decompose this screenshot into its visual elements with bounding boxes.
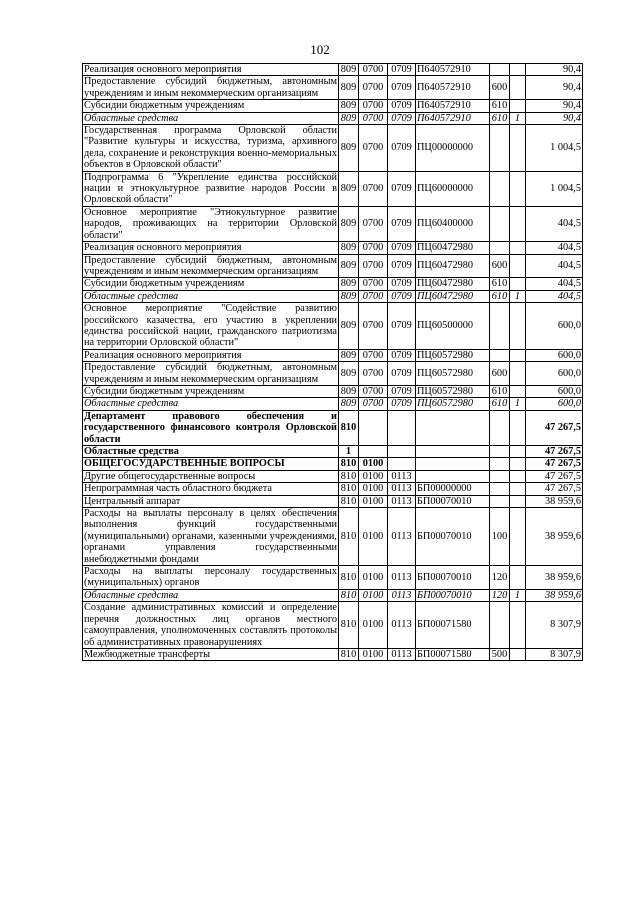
- target-article-cell: П640572910: [416, 76, 490, 100]
- funding-source-cell: [510, 64, 526, 76]
- subsection-code-cell: 0113: [388, 470, 416, 482]
- table-row: [83, 303, 583, 350]
- expense-type-cell: [490, 64, 510, 76]
- table-row: [83, 206, 583, 241]
- target-article-cell: ПЦ60472980: [416, 254, 490, 278]
- expense-name-cell: Субсидии бюджетным учреждениям: [83, 385, 339, 397]
- table-row: [83, 125, 583, 172]
- amount-cell: 1 004,5: [526, 171, 583, 206]
- ministry-code-cell: 810: [339, 566, 359, 590]
- table-row: [83, 349, 583, 361]
- funding-source-cell: [510, 100, 526, 112]
- section-code-cell: 0700: [359, 362, 388, 386]
- expense-type-cell: 120: [490, 566, 510, 590]
- expense-name-cell: Реализация основного мероприятия: [83, 242, 339, 254]
- target-article-cell: БП00071580: [416, 602, 490, 649]
- funding-source-cell: [510, 508, 526, 566]
- funding-source-cell: [510, 602, 526, 649]
- table-row: [83, 446, 583, 458]
- table-row: [83, 254, 583, 278]
- subsection-code-cell: 0709: [388, 254, 416, 278]
- page-number: 102: [310, 42, 330, 57]
- amount-cell: 47 267,5: [526, 446, 583, 458]
- table-row: [83, 566, 583, 590]
- funding-source-cell: [510, 303, 526, 350]
- subsection-code-cell: [388, 458, 416, 470]
- subsection-code-cell: 0113: [388, 508, 416, 566]
- ministry-code-cell: 809: [339, 278, 359, 290]
- subsection-code-cell: [388, 410, 416, 445]
- amount-cell: 600,0: [526, 362, 583, 386]
- amount-cell: 47 267,5: [526, 410, 583, 445]
- expense-name-cell: Областные средства: [83, 589, 339, 601]
- section-code-cell: 0100: [359, 589, 388, 601]
- funding-source-cell: 1: [510, 290, 526, 302]
- table-row: [83, 171, 583, 206]
- subsection-code-cell: 0709: [388, 385, 416, 397]
- ministry-code-cell: 809: [339, 171, 359, 206]
- funding-source-cell: [510, 385, 526, 397]
- amount-cell: 38 959,6: [526, 589, 583, 601]
- amount-cell: 404,5: [526, 290, 583, 302]
- target-article-cell: [416, 410, 490, 445]
- expense-name-cell: Областные средства: [83, 446, 339, 458]
- funding-source-cell: [510, 446, 526, 458]
- expense-type-cell: 610: [490, 100, 510, 112]
- target-article-cell: ПЦ60572980: [416, 398, 490, 410]
- subsection-code-cell: 0709: [388, 242, 416, 254]
- target-article-cell: ПЦ60572980: [416, 385, 490, 397]
- ministry-code-cell: 810: [339, 648, 359, 660]
- amount-cell: 90,4: [526, 76, 583, 100]
- expense-type-cell: 610: [490, 112, 510, 124]
- section-code-cell: 0700: [359, 349, 388, 361]
- subsection-code-cell: 0709: [388, 171, 416, 206]
- table-row: [83, 495, 583, 507]
- expense-type-cell: 500: [490, 648, 510, 660]
- target-article-cell: БП00070010: [416, 589, 490, 601]
- amount-cell: 47 267,5: [526, 470, 583, 482]
- target-article-cell: [416, 458, 490, 470]
- target-article-cell: ПЦ60572980: [416, 362, 490, 386]
- target-article-cell: П640572910: [416, 100, 490, 112]
- section-code-cell: 0700: [359, 290, 388, 302]
- ministry-code-cell: 1: [339, 446, 359, 458]
- target-article-cell: ПЦ60000000: [416, 171, 490, 206]
- target-article-cell: БП00000000: [416, 483, 490, 495]
- subsection-code-cell: 0709: [388, 349, 416, 361]
- expense-type-cell: [490, 349, 510, 361]
- target-article-cell: ПЦ60400000: [416, 206, 490, 241]
- amount-cell: 8 307,9: [526, 648, 583, 660]
- ministry-code-cell: 810: [339, 602, 359, 649]
- expense-name-cell: Субсидии бюджетным учреждениям: [83, 278, 339, 290]
- subsection-code-cell: [388, 446, 416, 458]
- expense-type-cell: 600: [490, 76, 510, 100]
- section-code-cell: [359, 446, 388, 458]
- section-code-cell: 0700: [359, 125, 388, 172]
- subsection-code-cell: 0113: [388, 589, 416, 601]
- funding-source-cell: [510, 362, 526, 386]
- expense-name-cell: Подпрограмма 6 "Укрепление единства российской нации и этнокультурное развитие народов России в Орловской области": [84, 171, 337, 206]
- ministry-code-cell: 809: [339, 385, 359, 397]
- amount-cell: 404,5: [526, 278, 583, 290]
- ministry-code-cell: 809: [339, 362, 359, 386]
- section-code-cell: 0100: [359, 508, 388, 566]
- subsection-code-cell: 0709: [388, 290, 416, 302]
- subsection-code-cell: 0709: [388, 125, 416, 172]
- table-row: [83, 385, 583, 397]
- expense-name-cell: Областные средства: [83, 290, 339, 302]
- subsection-code-cell: 0113: [388, 483, 416, 495]
- expense-type-cell: 600: [490, 362, 510, 386]
- amount-cell: 600,0: [526, 349, 583, 361]
- expense-type-cell: [490, 602, 510, 649]
- table-row: [83, 458, 583, 470]
- expense-name-cell: Предоставление субсидий бюджетным, автономным учреждениям и иным некоммерческим организациям: [84, 254, 337, 277]
- amount-cell: 47 267,5: [526, 458, 583, 470]
- expense-name-cell: Межбюджетные трансферты: [83, 648, 339, 660]
- section-code-cell: 0700: [359, 64, 388, 76]
- table-row: [83, 508, 583, 566]
- expense-name-cell: Реализация основного мероприятия: [83, 349, 339, 361]
- amount-cell: 404,5: [526, 206, 583, 241]
- target-article-cell: ПЦ00000000: [416, 125, 490, 172]
- target-article-cell: [416, 470, 490, 482]
- amount-cell: 600,0: [526, 303, 583, 350]
- amount-cell: 90,4: [526, 64, 583, 76]
- section-code-cell: 0700: [359, 278, 388, 290]
- expense-type-cell: [490, 410, 510, 445]
- amount-cell: 38 959,6: [526, 495, 583, 507]
- section-code-cell: 0700: [359, 100, 388, 112]
- funding-source-cell: 1: [510, 112, 526, 124]
- table-row: [83, 64, 583, 76]
- section-code-cell: 0700: [359, 303, 388, 350]
- budget-table-body: [83, 64, 583, 661]
- amount-cell: 38 959,6: [526, 508, 583, 566]
- expense-name-cell: Другие общегосударственные вопросы: [83, 470, 339, 482]
- ministry-code-cell: 809: [339, 398, 359, 410]
- table-row: [83, 278, 583, 290]
- ministry-code-cell: 809: [339, 242, 359, 254]
- target-article-cell: ПЦ60472980: [416, 290, 490, 302]
- subsection-code-cell: 0113: [388, 566, 416, 590]
- subsection-code-cell: 0709: [388, 398, 416, 410]
- target-article-cell: [416, 446, 490, 458]
- amount-cell: 38 959,6: [526, 566, 583, 590]
- ministry-code-cell: 809: [339, 254, 359, 278]
- amount-cell: 1 004,5: [526, 125, 583, 172]
- funding-source-cell: [510, 349, 526, 361]
- amount-cell: 8 307,9: [526, 602, 583, 649]
- ministry-code-cell: 810: [339, 589, 359, 601]
- table-row: [83, 100, 583, 112]
- section-code-cell: 0100: [359, 470, 388, 482]
- ministry-code-cell: 809: [339, 76, 359, 100]
- section-code-cell: 0700: [359, 385, 388, 397]
- section-code-cell: 0100: [359, 566, 388, 590]
- expense-name-cell: Основное мероприятие "Этнокультурное развитие народов, проживающих на территории Орловской области": [84, 206, 337, 241]
- expense-type-cell: 610: [490, 385, 510, 397]
- amount-cell: 90,4: [526, 112, 583, 124]
- expense-type-cell: 610: [490, 398, 510, 410]
- expense-name-cell: Создание административных комиссий и определение перечня должностных лиц органов местного самоуправления, уполномоченных составлять протоколы об административных правонарушениях: [84, 602, 337, 648]
- expense-name-cell: Непрограммная часть областного бюджета: [83, 483, 339, 495]
- ministry-code-cell: 809: [339, 290, 359, 302]
- table-row: [83, 112, 583, 124]
- funding-source-cell: [510, 495, 526, 507]
- subsection-code-cell: 0709: [388, 362, 416, 386]
- section-code-cell: 0100: [359, 602, 388, 649]
- expense-type-cell: [490, 495, 510, 507]
- target-article-cell: ПЦ60572980: [416, 349, 490, 361]
- funding-source-cell: [510, 278, 526, 290]
- target-article-cell: ПЦ60472980: [416, 242, 490, 254]
- expense-name-cell: Субсидии бюджетным учреждениям: [83, 100, 339, 112]
- ministry-code-cell: 809: [339, 112, 359, 124]
- expense-type-cell: [490, 458, 510, 470]
- section-code-cell: 0700: [359, 76, 388, 100]
- subsection-code-cell: 0113: [388, 495, 416, 507]
- subsection-code-cell: 0709: [388, 278, 416, 290]
- target-article-cell: ПЦ60500000: [416, 303, 490, 350]
- expense-type-cell: 100: [490, 508, 510, 566]
- table-row: [83, 398, 583, 410]
- expense-type-cell: 610: [490, 278, 510, 290]
- ministry-code-cell: 810: [339, 470, 359, 482]
- expense-name-cell: Основное мероприятие "Содействие развитию российского казачества, его участию в укреплении единства российской нации, гражданского патриотизма на территории Орловской области": [84, 303, 337, 349]
- target-article-cell: П640572910: [416, 64, 490, 76]
- target-article-cell: БП00070010: [416, 495, 490, 507]
- funding-source-cell: [510, 125, 526, 172]
- amount-cell: 47 267,5: [526, 483, 583, 495]
- amount-cell: 404,5: [526, 254, 583, 278]
- section-code-cell: 0700: [359, 206, 388, 241]
- table-row: [83, 290, 583, 302]
- amount-cell: 600,0: [526, 385, 583, 397]
- ministry-code-cell: 810: [339, 483, 359, 495]
- amount-cell: 404,5: [526, 242, 583, 254]
- expense-type-cell: [490, 125, 510, 172]
- expense-type-cell: [490, 206, 510, 241]
- funding-source-cell: [510, 242, 526, 254]
- ministry-code-cell: 809: [339, 206, 359, 241]
- table-row: [83, 242, 583, 254]
- funding-source-cell: [510, 171, 526, 206]
- expense-name-cell: Предоставление субсидий бюджетным, автономным учреждениям и иным некоммерческим организациям: [84, 76, 337, 99]
- subsection-code-cell: 0709: [388, 64, 416, 76]
- ministry-code-cell: 810: [339, 508, 359, 566]
- expense-name-cell: Расходы на выплаты персоналу государственных (муниципальных) органов: [84, 566, 337, 589]
- ministry-code-cell: 809: [339, 303, 359, 350]
- subsection-code-cell: 0709: [388, 206, 416, 241]
- expense-name-cell: ОБЩЕГОСУДАРСТВЕННЫЕ ВОПРОСЫ: [83, 458, 339, 470]
- expense-type-cell: [490, 446, 510, 458]
- expense-type-cell: 120: [490, 589, 510, 601]
- ministry-code-cell: 809: [339, 100, 359, 112]
- table-row: [83, 602, 583, 649]
- section-code-cell: 0100: [359, 648, 388, 660]
- section-code-cell: 0700: [359, 254, 388, 278]
- expense-name-cell: Реализация основного мероприятия: [83, 64, 339, 76]
- target-article-cell: П640572910: [416, 112, 490, 124]
- expense-type-cell: [490, 303, 510, 350]
- table-row: [83, 362, 583, 386]
- table-row: [83, 483, 583, 495]
- expense-type-cell: [490, 470, 510, 482]
- subsection-code-cell: 0709: [388, 112, 416, 124]
- amount-cell: 90,4: [526, 100, 583, 112]
- target-article-cell: БП00070010: [416, 508, 490, 566]
- ministry-code-cell: 810: [339, 458, 359, 470]
- expense-name-cell: Центральный аппарат: [83, 495, 339, 507]
- section-code-cell: 0100: [359, 495, 388, 507]
- expense-name-cell: Расходы на выплаты персоналу в целях обеспечения выполнения функций государственными (муниципальными) органами, казенными учреждениями, органами управления государственными внебюджетными фондами: [84, 508, 337, 565]
- subsection-code-cell: 0113: [388, 602, 416, 649]
- funding-source-cell: [510, 254, 526, 278]
- ministry-code-cell: 810: [339, 495, 359, 507]
- target-article-cell: ПЦ60472980: [416, 278, 490, 290]
- expense-name-cell: Департамент правового обеспечения и государственного финансового контроля Орловской области: [84, 410, 337, 445]
- funding-source-cell: [510, 458, 526, 470]
- ministry-code-cell: 809: [339, 64, 359, 76]
- target-article-cell: БП00071580: [416, 648, 490, 660]
- section-code-cell: [359, 410, 388, 445]
- table-row: [83, 410, 583, 445]
- expense-name-cell: Предоставление субсидий бюджетным, автономным учреждениям и иным некоммерческим организациям: [84, 362, 337, 385]
- expense-type-cell: [490, 483, 510, 495]
- expense-name-cell: Областные средства: [83, 112, 339, 124]
- funding-source-cell: [510, 410, 526, 445]
- table-row: [83, 589, 583, 601]
- funding-source-cell: [510, 470, 526, 482]
- section-code-cell: 0700: [359, 112, 388, 124]
- ministry-code-cell: 809: [339, 349, 359, 361]
- expense-name-cell: Государственная программа Орловской области "Развитие культуры и искусства, туризма, архивного дела, сохранение и реконструкция военно-мемориальных объектов в Орловской области": [84, 125, 337, 171]
- ministry-code-cell: 809: [339, 125, 359, 172]
- funding-source-cell: 1: [510, 398, 526, 410]
- expense-type-cell: 610: [490, 290, 510, 302]
- section-code-cell: 0700: [359, 171, 388, 206]
- subsection-code-cell: 0709: [388, 100, 416, 112]
- section-code-cell: 0100: [359, 458, 388, 470]
- ministry-code-cell: 810: [339, 410, 359, 445]
- expense-type-cell: [490, 242, 510, 254]
- funding-source-cell: [510, 76, 526, 100]
- subsection-code-cell: 0113: [388, 648, 416, 660]
- expense-type-cell: [490, 171, 510, 206]
- funding-source-cell: [510, 648, 526, 660]
- funding-source-cell: 1: [510, 589, 526, 601]
- funding-source-cell: [510, 566, 526, 590]
- funding-source-cell: [510, 483, 526, 495]
- section-code-cell: 0700: [359, 398, 388, 410]
- expense-type-cell: 600: [490, 254, 510, 278]
- table-row: [83, 648, 583, 660]
- table-row: [83, 76, 583, 100]
- table-row: [83, 470, 583, 482]
- funding-source-cell: [510, 206, 526, 241]
- budget-table: [82, 63, 583, 661]
- subsection-code-cell: 0709: [388, 76, 416, 100]
- section-code-cell: 0700: [359, 242, 388, 254]
- amount-cell: 600,0: [526, 398, 583, 410]
- expense-name-cell: Областные средства: [83, 398, 339, 410]
- target-article-cell: БП00070010: [416, 566, 490, 590]
- subsection-code-cell: 0709: [388, 303, 416, 350]
- section-code-cell: 0100: [359, 483, 388, 495]
